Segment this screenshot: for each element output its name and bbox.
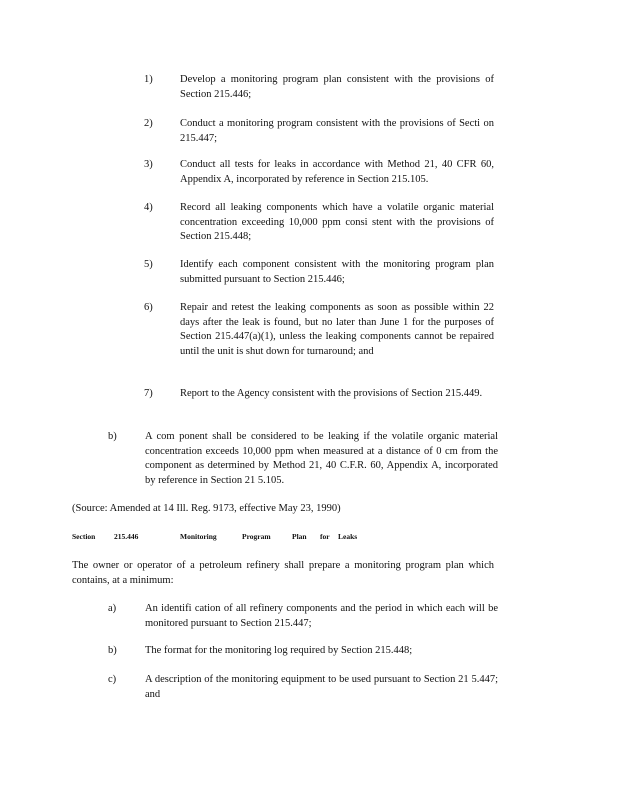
item-text: Repair and retest the leaking components as soon as possible within 22 days after the leak is found, but no later than June 1 for the purposes of Section 215.447(a)(1), unless the leaking components cannot be repaired until the unit is shut down for turnaround; and [180, 302, 494, 357]
item-text: The format for the monitoring log required by Section 215.448; [145, 645, 413, 656]
heading-word: Program [242, 532, 271, 541]
heading-word: for [320, 532, 330, 541]
item-label: a) [108, 603, 117, 614]
item-text: A com ponent shall be considered to be leaking if the volatile organic material concentration exceeds 10,000 ppm when measured at a distance of 0 cm from the component as determined by Method 21, 40 C.F.R. 60, Appendix A, incorporated by reference in Section 21 5.105. [145, 431, 498, 486]
item-text: Conduct a monitoring program consistent with the provisions of Secti on 215.447; [180, 118, 494, 144]
item-label: c) [108, 674, 117, 685]
item-text: Develop a monitoring program plan consistent with the provisions of Section 215.446; [180, 74, 494, 100]
item-label: 7) [144, 388, 153, 399]
item-label: 4) [144, 202, 153, 213]
heading-word: Leaks [338, 532, 358, 541]
intro-paragraph: The owner or operator of a petroleum refinery shall prepare a monitoring program plan which contains, at a minimum: [72, 560, 494, 586]
item-text: Conduct all tests for leaks in accordance with Method 21, 40 CFR 60, Appendix A, incorporated by reference in Section 215.105. [180, 159, 494, 185]
item-label: 1) [144, 74, 153, 85]
heading-section-word: Section [72, 532, 96, 541]
item-label: b) [108, 431, 117, 442]
item-label: 6) [144, 302, 153, 313]
item-label: 2) [144, 118, 153, 129]
heading-word: Plan [292, 532, 307, 541]
item-label: 3) [144, 159, 153, 170]
item-label: 5) [144, 259, 153, 270]
item-text: Record all leaking components which have a volatile organic material concentration exceeding 10,000 ppm consi stent with the provisions of Section 215.448; [180, 202, 494, 242]
item-text: Identify each component consistent with the monitoring program plan submitted pursuant to Section 215.446; [180, 259, 494, 285]
item-text: A description of the monitoring equipment to be used pursuant to Section 21 5.447; and [145, 674, 498, 700]
heading-word: Monitoring [180, 532, 217, 541]
heading-section-number: 215.446 [114, 532, 139, 541]
item-text: An identifi cation of all refinery components and the period in which each will be monitored pursuant to Section 215.447; [145, 603, 498, 629]
section-heading [72, 532, 372, 544]
item-text: Report to the Agency consistent with the provisions of Section 215.449. [180, 388, 483, 399]
source-note: (Source: Amended at 14 Ill. Reg. 9173, effective May 23, 1990) [72, 503, 341, 514]
item-label: b) [108, 645, 117, 656]
